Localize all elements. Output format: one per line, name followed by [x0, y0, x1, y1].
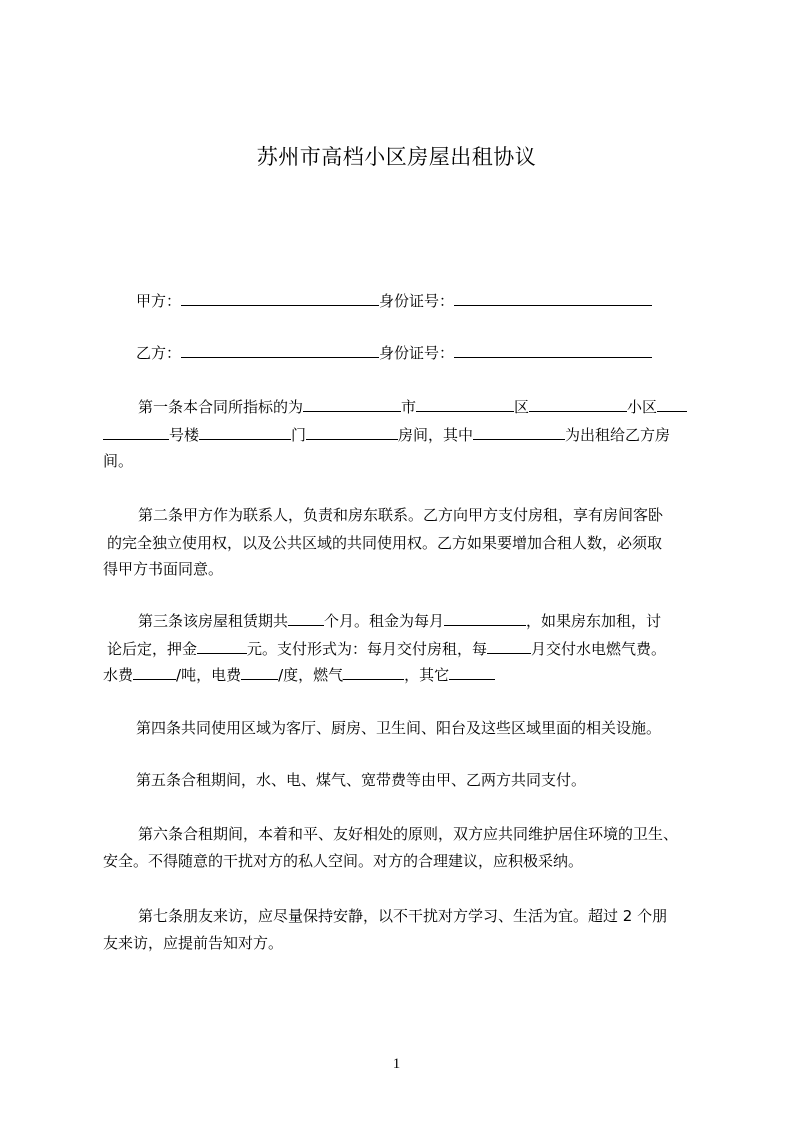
community-blank	[529, 395, 627, 412]
article-7-line-2	[103, 930, 703, 956]
rented-room-blank	[473, 423, 565, 440]
other-fee-blank	[449, 663, 495, 680]
deposit-label: 论后定，押金	[107, 640, 198, 658]
district-label: 区	[514, 398, 530, 416]
article-2-line-3	[103, 556, 703, 582]
party-a-id-label: 身份证号：	[379, 292, 455, 310]
city-label: 市	[401, 398, 417, 416]
electricity-fee-label: /吨，电费	[176, 666, 242, 684]
article-1-line-2	[103, 422, 703, 448]
article-6-text-1: 第六条合租期间，本着和平、友好相处的原则，双方应共同维护居住环境的卫生、	[138, 825, 679, 843]
article-1-text: 第一条本合同所指标的为	[138, 398, 304, 416]
community-label: 小区	[627, 398, 658, 416]
article-4-line	[103, 715, 706, 741]
electricity-fee-blank	[241, 663, 278, 680]
utility-months-blank	[487, 637, 531, 654]
article-2-text-1: 第二条甲方作为联系人，负责和房东联系。乙方向甲方支付房租，享有房间客卧	[138, 506, 664, 524]
utility-payment-text: 月交付水电燃气费。	[531, 640, 667, 658]
unit-label: 门	[291, 426, 307, 444]
gas-fee-blank	[343, 663, 404, 680]
water-fee-label: 水费	[103, 666, 134, 684]
party-a-label: 甲方：	[136, 292, 182, 310]
article-2-text-3: 得甲方书面同意。	[103, 560, 224, 578]
deposit-blank	[197, 637, 247, 654]
article-5-text: 第五条合租期间，水、电、煤气、宽带费等由甲、乙两方共同支付。	[136, 771, 587, 789]
page-number: 1	[392, 1056, 401, 1072]
article-6-line-2	[103, 848, 703, 874]
city-blank	[303, 395, 401, 412]
article-5-line	[103, 767, 706, 793]
article-2-line-1	[103, 502, 706, 528]
community-blank-2	[657, 395, 687, 412]
party-a-line	[103, 288, 706, 314]
district-blank	[416, 395, 514, 412]
party-b-label: 乙方：	[136, 344, 182, 362]
room-blank	[306, 423, 398, 440]
building-label: 号楼	[169, 426, 200, 444]
article-6-text-2: 安全。不得随意的干扰对方的私人空间。对方的合理建议，应积极采纳。	[103, 852, 584, 870]
article-2-line-2	[103, 530, 703, 556]
article-7-line-1	[103, 903, 706, 929]
article-7-text-1: 第七条朋友来访，应尽量保持安静，以不干扰对方学习、生活为宜。超过 2 个朋	[138, 907, 668, 925]
article-2-text-2: 的完全独立使用权，以及公共区域的共同使用权。乙方如果要增加合租人数，必须取	[107, 534, 663, 552]
water-fee-blank	[133, 663, 176, 680]
room-label: 房间，其中	[398, 426, 474, 444]
payment-terms-text: 元。支付形式为：每月交付房租，每	[247, 640, 488, 658]
party-b-id-label: 身份证号：	[379, 344, 455, 362]
monthly-rent-label: 个月。租金为每月	[324, 612, 445, 630]
article-3-line-3	[103, 662, 703, 688]
building-blank	[103, 423, 169, 440]
party-a-name-blank	[181, 289, 379, 306]
unit-blank	[199, 423, 291, 440]
article-1-end: 间。	[103, 452, 134, 470]
page-title: 苏州市高档小区房屋出租协议	[256, 145, 537, 169]
article-7-text-2: 友来访，应提前告知对方。	[103, 934, 284, 952]
rent-raise-text: ，如果房东加租，讨	[526, 612, 662, 630]
article-3-text: 第三条该房屋租赁期共	[138, 612, 289, 630]
rent-to-party-b-text: 为出租给乙方房	[565, 426, 671, 444]
article-1-line-1	[103, 394, 706, 420]
article-3-line-1	[103, 608, 706, 634]
gas-fee-label: /度，燃气	[278, 666, 344, 684]
article-3-line-2	[103, 636, 703, 662]
party-b-line	[103, 340, 706, 366]
other-fee-label: ，其它	[404, 666, 450, 684]
article-4-text: 第四条共同使用区域为客厅、厨房、卫生间、阳台及这些区域里面的相关设施。	[136, 719, 662, 737]
article-1-line-3	[103, 448, 703, 474]
party-a-id-blank	[454, 289, 652, 306]
lease-months-blank	[288, 609, 324, 626]
article-6-line-1	[103, 821, 706, 847]
party-b-name-blank	[181, 341, 379, 358]
party-b-id-blank	[454, 341, 652, 358]
monthly-rent-blank	[444, 609, 526, 626]
